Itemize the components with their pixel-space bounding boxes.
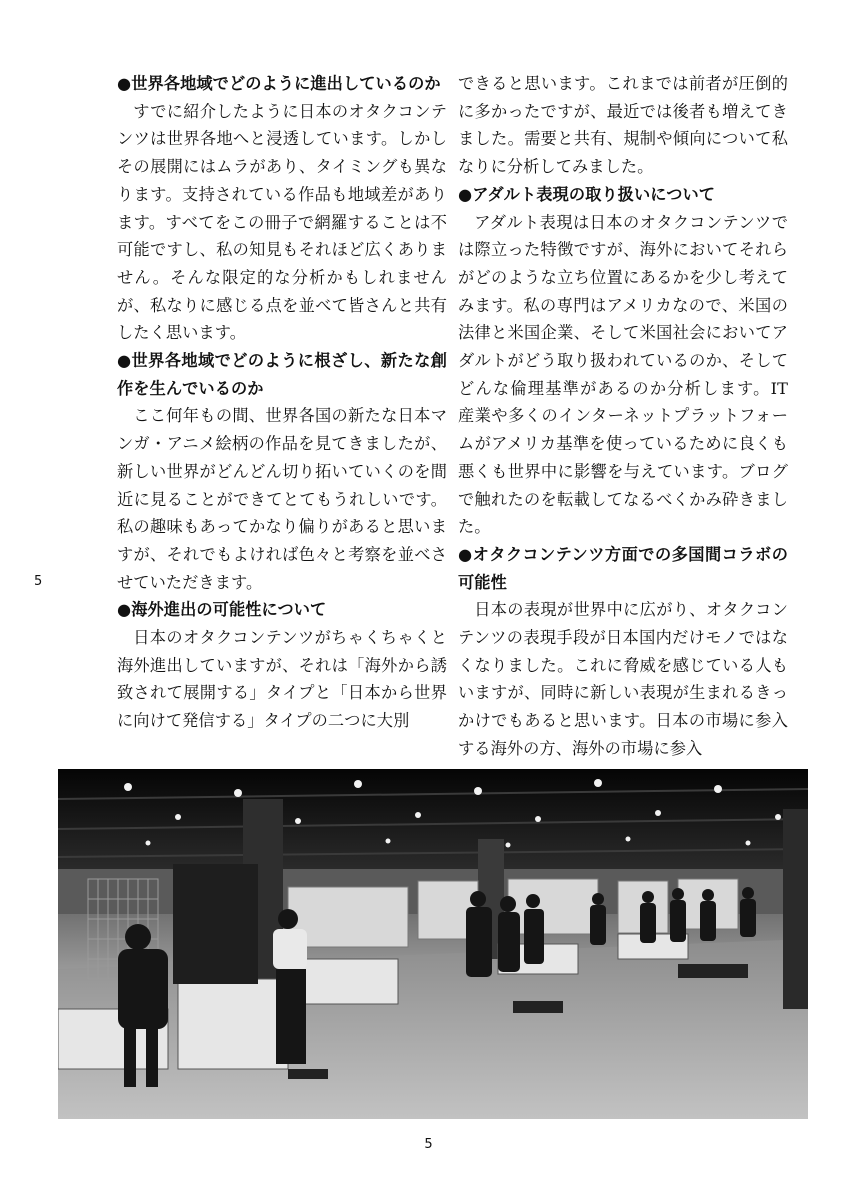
convention-hall-illustration — [58, 769, 808, 1119]
body-paragraph: すでに紹介したように日本のオタクコンテンツは世界各地へと浸透しています。しかしその展開にはムラがあり、タイミングも異なります。支持されている作品も地域差があります。すべてをこの冊子で網羅することは不可能ですし、私の知見もそれほど広くありません。そんな限定的な分析かもしれませんが、私なりに感じる点を並べて皆さんと共有したく思います。 — [117, 101, 447, 343]
body-paragraph-continued: できると思います。これまでは前者が圧倒的に多かったですが、最近では後者も増えてきました。需要と共有、規制や傾向について私なりに分析してみました。 — [458, 74, 788, 177]
side-page-number: 5 — [34, 574, 43, 589]
section-heading: ●世界各地域でどのように根ざし、新たな創作を生んでいるのか — [117, 351, 447, 398]
bottom-page-number: 5 — [424, 1137, 433, 1152]
body-paragraph: 日本の表現が世界中に広がり、オタクコンテンツの表現手段が日本国内だけモノではなくなりました。これに脅威を感じている人もいますが、同時に新しい表現が生まれるきっかけでもあると思います。日本の市場に参入する海外の方、海外の市場に参入 — [458, 600, 788, 758]
right-text-column — [458, 70, 788, 763]
poster-board — [173, 864, 258, 984]
section-heading: ●海外進出の可能性について — [117, 600, 327, 620]
body-paragraph: ここ何年もの間、世界各国の新たな日本マンガ・アニメ絵柄の作品を見てきましたが、新しい世界がどんどん切り拓いていくのを間近に見ることができてとてもうれしいです。私の趣味もあってかなり偏りがあると思いますが、それでもよければ色々と考察を並べさせていただきます。 — [117, 406, 447, 592]
section-heading: ●オタクコンテンツ方面での多国間コラボの可能性 — [458, 544, 788, 592]
pillar — [783, 809, 808, 1009]
section-heading: ●世界各地域でどのように進出しているのか — [117, 74, 441, 93]
convention-hall-photo — [58, 769, 808, 1119]
body-paragraph: 日本のオタクコンテンツがちゃくちゃくと海外進出していますが、それは「海外から誘致されて展開する」タイプと「日本から世界に向けて発信する」タイプの二つに大別 — [117, 628, 447, 731]
body-paragraph: アダルト表現は日本のオタクコンテンツでは際立った特徴ですが、海外においてそれらがどのような立ち位置にあるかを少し考えてみます。私の専門はアメリカなので、米国の法律と米国企業、そして米国社会においてアダルトがどう取り扱われているのか、そしてどんな倫理基準があるのか分析します。IT 産業や多くのインターネットプラットフォームがアメリカ基準を使っているために良くも悪くも世界中に影響を与えています。ブログで触れたのを転載してなるべくかみ砕きました。 — [458, 212, 788, 537]
section-heading: ●アダルト表現の取り扱いについて — [458, 184, 716, 204]
left-text-column — [117, 70, 447, 735]
